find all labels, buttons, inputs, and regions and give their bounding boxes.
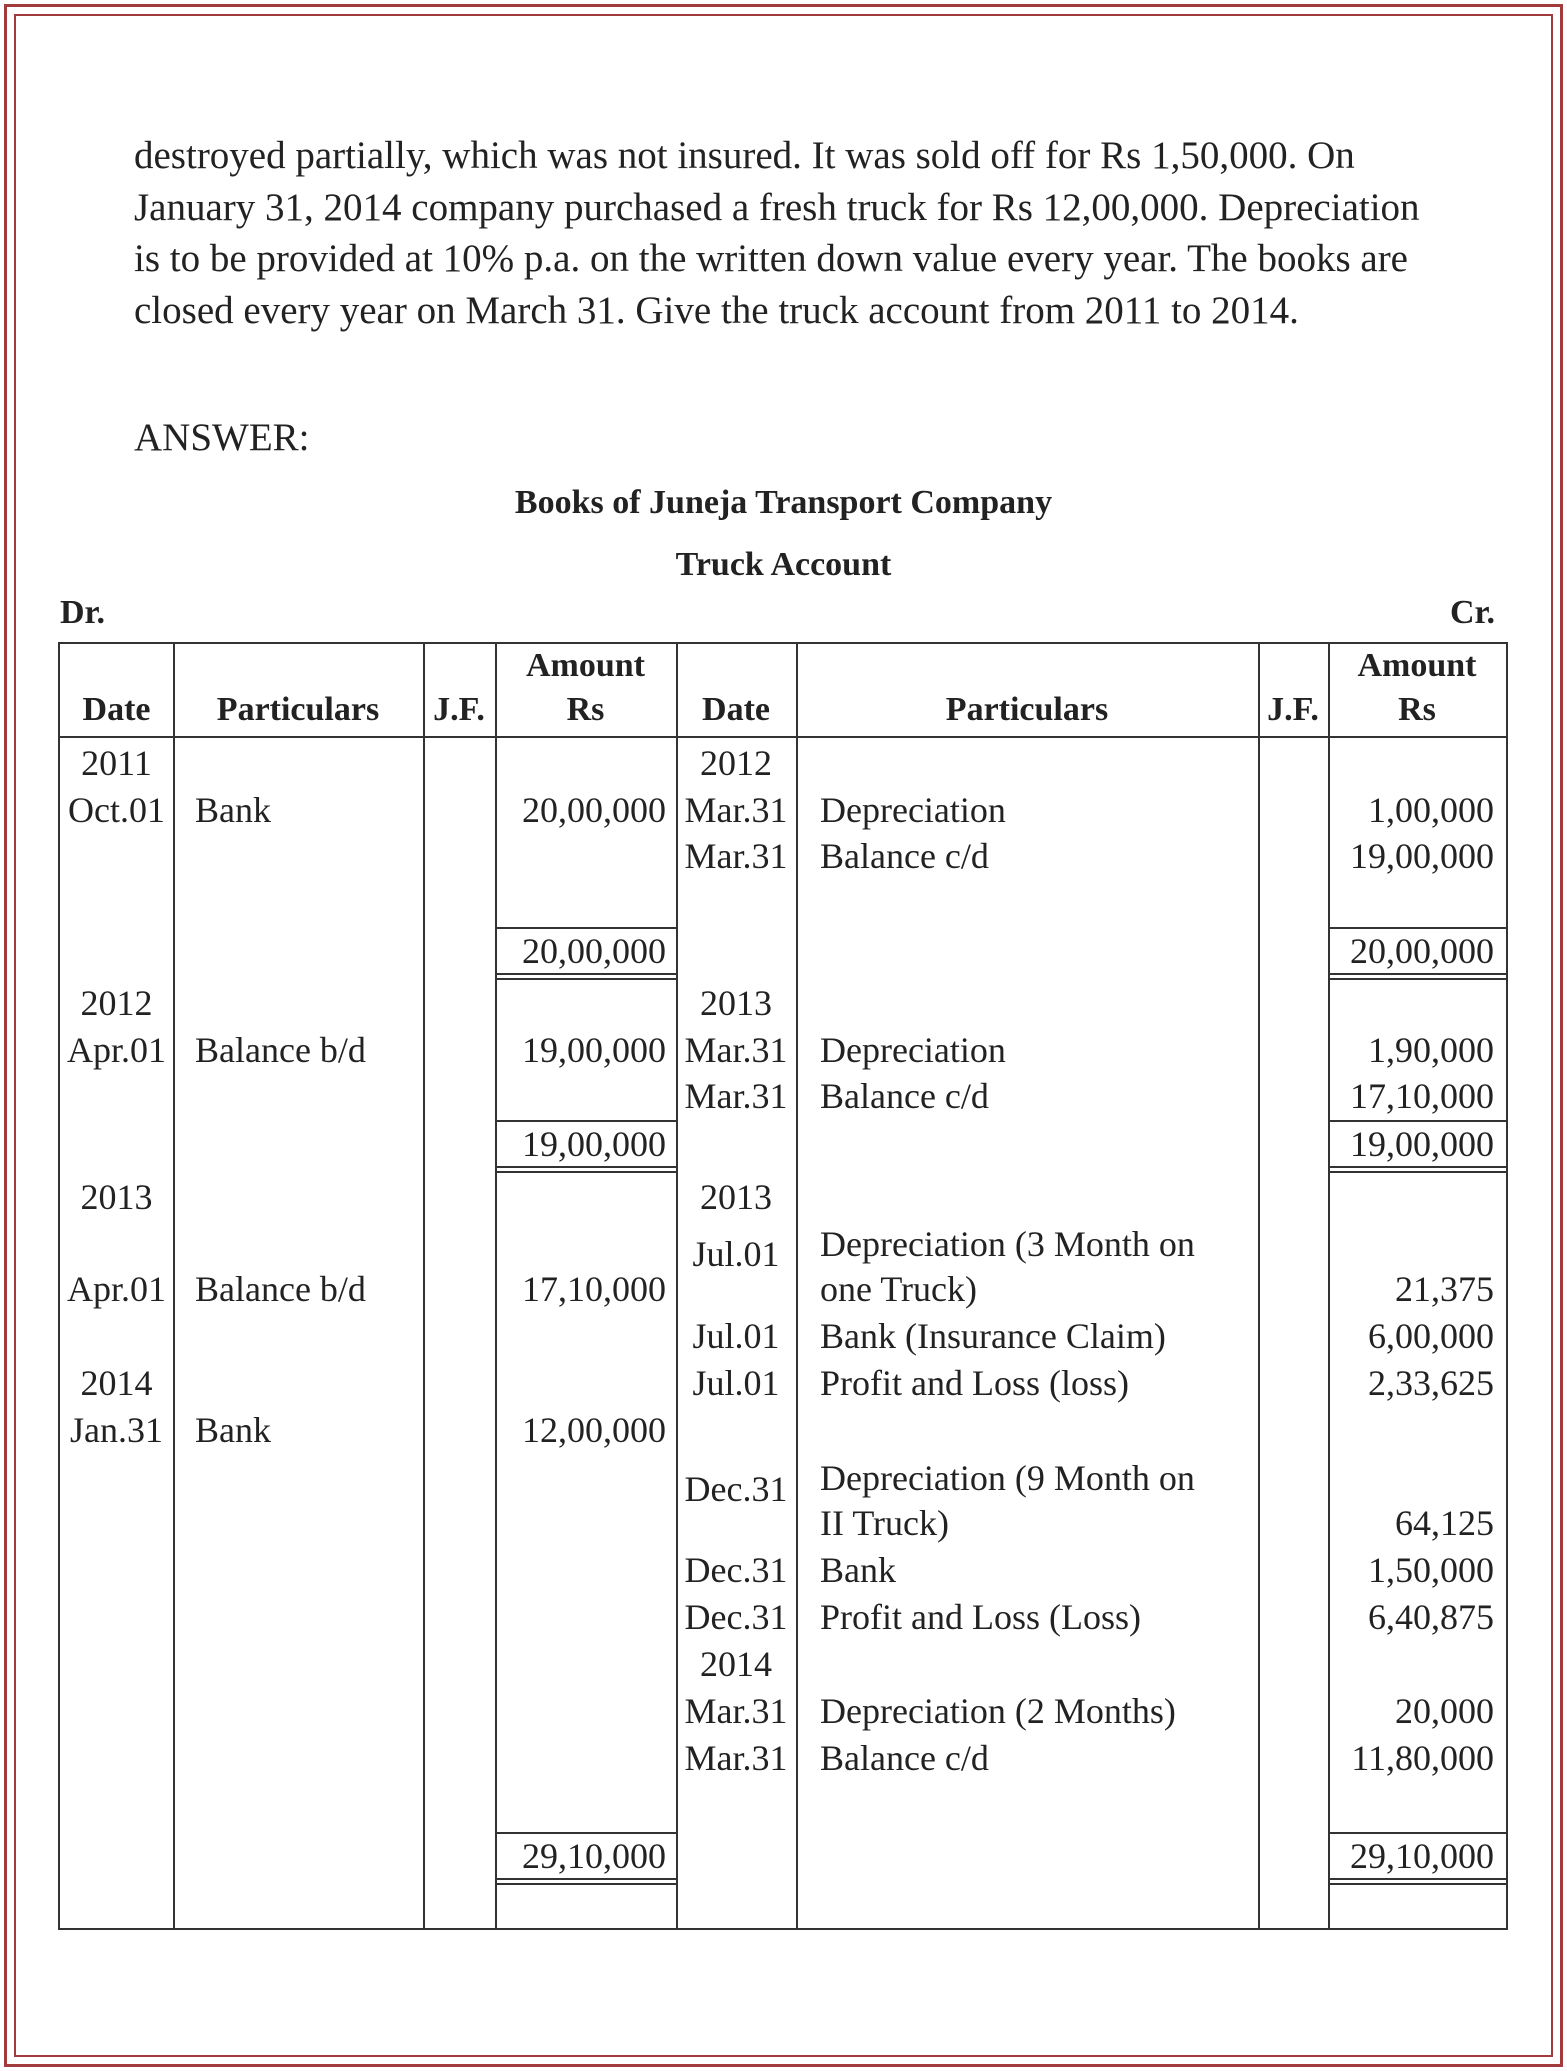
debit-amount: 12,00,000 xyxy=(522,1410,666,1450)
debit-amount: 17,10,000 xyxy=(522,1269,666,1309)
credit-particulars: Bank (Insurance Claim) xyxy=(820,1316,1166,1356)
header-date-debit: Date xyxy=(82,691,151,728)
credit-date: Jul.01 xyxy=(692,1234,780,1274)
debit-year: 2013 xyxy=(80,1177,153,1217)
credit-particulars: Depreciation xyxy=(820,1030,1006,1070)
credit-year: 2012 xyxy=(700,743,772,783)
debit-amount: 19,00,000 xyxy=(522,1030,666,1070)
header-date-credit: Date xyxy=(702,691,770,728)
credit-amount: 2,33,625 xyxy=(1368,1363,1494,1403)
debit-particulars: Bank xyxy=(195,1410,271,1450)
credit-amount: 20,000 xyxy=(1395,1691,1494,1731)
debit-total: 19,00,000 xyxy=(522,1124,666,1164)
debit-date: Apr.01 xyxy=(67,1030,166,1070)
debit-particulars: Balance b/d xyxy=(195,1269,366,1309)
credit-amount: 11,80,000 xyxy=(1351,1738,1494,1778)
credit-date: Mar.31 xyxy=(684,1030,788,1070)
header-amount-unit-credit: Rs xyxy=(1398,691,1436,728)
credit-amount: 6,40,875 xyxy=(1368,1597,1494,1637)
credit-particulars-cont: one Truck) xyxy=(820,1269,978,1309)
credit-particulars-cont: II Truck) xyxy=(820,1503,950,1543)
header-amount-debit: Amount xyxy=(525,647,646,684)
debit-particulars: Bank xyxy=(195,790,271,830)
debit-particulars: Balance b/d xyxy=(195,1030,366,1070)
total-rule xyxy=(495,1171,676,1173)
credit-amount: 17,10,000 xyxy=(1350,1076,1494,1116)
book-title: Books of Juneja Transport Company xyxy=(514,484,1053,521)
debit-total: 29,10,000 xyxy=(522,1836,666,1876)
column-divider xyxy=(173,644,175,1928)
credit-particulars: Depreciation (2 Months) xyxy=(820,1691,1176,1731)
truck-account-ledger xyxy=(58,642,1508,1930)
debit-year: 2011 xyxy=(81,743,152,783)
question-text: destroyed partially, which was not insured. It was sold off for Rs 1,50,000. On January 31, 2014 company purchased a fresh truck for Rs 12,00,000. Depreciation is to be provided at 10% p.a. on the written down value every year. The books are closed every year on March 31. Give the truck account from 2011 to 2014. xyxy=(134,134,1420,332)
credit-particulars: Balance c/d xyxy=(820,1738,989,1778)
credit-amount: 64,125 xyxy=(1395,1503,1494,1543)
debit-date: Jan.31 xyxy=(70,1410,163,1450)
total-rule xyxy=(495,978,676,980)
credit-particulars: Profit and Loss (loss) xyxy=(820,1363,1129,1403)
credit-date: Dec.31 xyxy=(684,1469,788,1509)
column-divider xyxy=(1258,644,1260,1928)
credit-amount: 6,00,000 xyxy=(1368,1316,1494,1356)
credit-date: Mar.31 xyxy=(684,1691,788,1731)
debit-amount: 20,00,000 xyxy=(522,790,666,830)
credit-particulars: Profit and Loss (Loss) xyxy=(820,1597,1141,1637)
credit-particulars: Bank xyxy=(820,1550,896,1590)
credit-amount: 19,00,000 xyxy=(1350,836,1494,876)
header-amount-credit: Amount xyxy=(1357,647,1477,684)
credit-particulars: Depreciation (9 Month on xyxy=(820,1458,1195,1498)
header-jf-debit: J.F. xyxy=(433,691,485,728)
debit-total: 20,00,000 xyxy=(522,931,666,971)
total-rule xyxy=(1328,1171,1506,1173)
debit-date: Oct.01 xyxy=(68,790,165,830)
credit-particulars: Balance c/d xyxy=(820,836,989,876)
column-divider xyxy=(423,644,425,1928)
credit-date: Jul.01 xyxy=(692,1363,780,1403)
total-rule xyxy=(495,1883,676,1885)
credit-year: 2013 xyxy=(700,983,772,1023)
credit-date: Jul.01 xyxy=(692,1316,780,1356)
debit-label: Dr. xyxy=(60,594,106,631)
total-rule xyxy=(1328,1883,1506,1885)
credit-date: Mar.31 xyxy=(684,836,788,876)
credit-total: 20,00,000 xyxy=(1350,931,1494,971)
credit-amount: 1,90,000 xyxy=(1368,1030,1494,1070)
credit-year: 2014 xyxy=(700,1644,772,1684)
credit-year: 2013 xyxy=(700,1177,772,1217)
credit-amount: 1,50,000 xyxy=(1368,1550,1494,1590)
credit-amount: 1,00,000 xyxy=(1368,790,1494,830)
credit-date: Mar.31 xyxy=(684,1738,788,1778)
credit-amount: 21,375 xyxy=(1395,1269,1494,1309)
credit-particulars: Balance c/d xyxy=(820,1076,989,1116)
header-rule xyxy=(60,736,1506,738)
header-particulars-credit: Particulars xyxy=(945,691,1109,728)
answer-label: ANSWER: xyxy=(134,416,310,459)
credit-date: Dec.31 xyxy=(684,1597,788,1637)
credit-total: 29,10,000 xyxy=(1350,1836,1494,1876)
credit-label: Cr. xyxy=(1450,594,1496,631)
header-jf-credit: J.F. xyxy=(1267,691,1319,728)
debit-year: 2014 xyxy=(80,1363,153,1403)
header-amount-unit-debit: Rs xyxy=(566,691,605,728)
credit-particulars: Depreciation xyxy=(820,790,1006,830)
credit-total: 19,00,000 xyxy=(1350,1124,1494,1164)
debit-date: Apr.01 xyxy=(67,1269,166,1309)
header-particulars-debit: Particulars xyxy=(216,691,380,728)
credit-particulars: Depreciation (3 Month on xyxy=(820,1224,1195,1264)
credit-date: Mar.31 xyxy=(684,790,788,830)
total-rule xyxy=(1328,978,1506,980)
column-divider xyxy=(796,644,798,1928)
debit-year: 2012 xyxy=(80,983,153,1023)
account-title: Truck Account xyxy=(675,546,892,583)
credit-date: Mar.31 xyxy=(684,1076,788,1116)
credit-date: Dec.31 xyxy=(684,1550,788,1590)
